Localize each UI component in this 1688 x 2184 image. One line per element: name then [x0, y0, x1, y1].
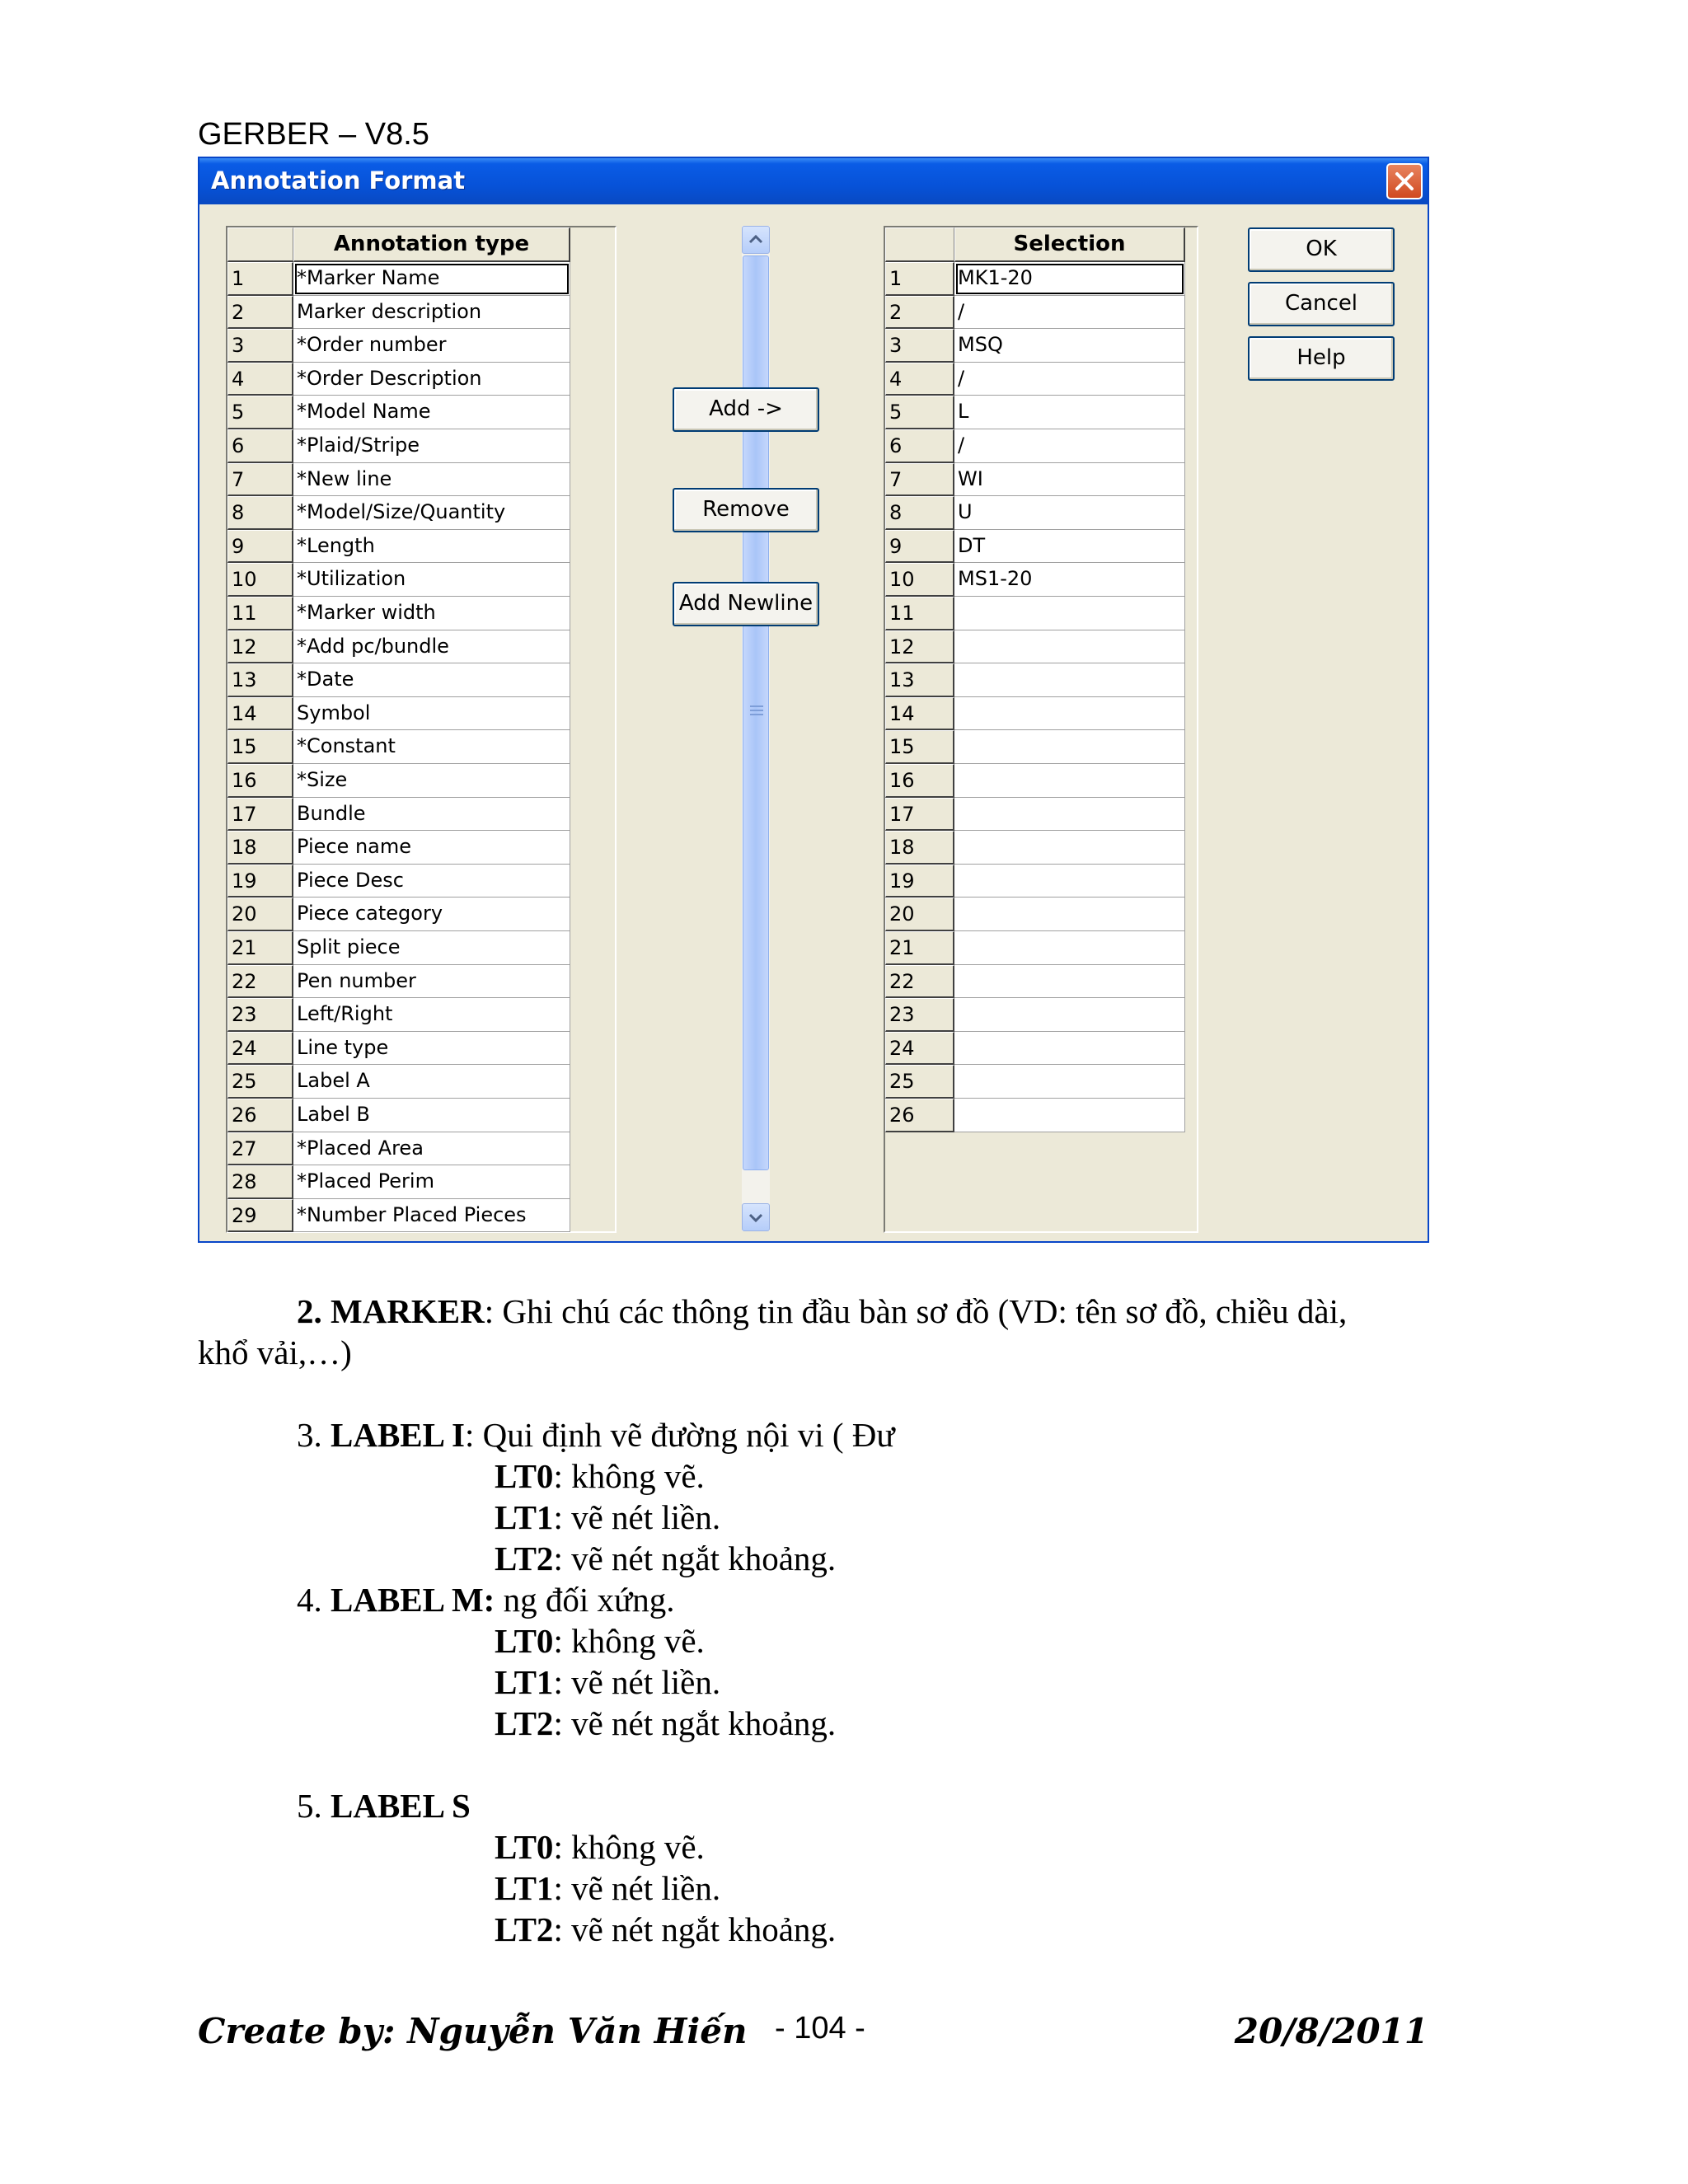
footer-author: Create by: Nguyễn Văn Hiến: [198, 2011, 748, 2051]
lt2-line: [495, 1703, 836, 1744]
selection-row-number[interactable]: 24: [885, 1032, 954, 1066]
annotation-type-cell[interactable]: Piece category: [293, 898, 570, 931]
add-newline-button[interactable]: Add Newline: [673, 582, 819, 626]
selection-row-number[interactable]: 6: [885, 429, 954, 463]
selection-row-number[interactable]: 8: [885, 496, 954, 530]
close-icon: [1395, 171, 1414, 191]
annotation-type-grid: [226, 226, 617, 1233]
selection-cell[interactable]: [954, 730, 1185, 764]
selection-row-number[interactable]: 13: [885, 663, 954, 697]
annotation-type-row-number[interactable]: 23: [227, 998, 293, 1032]
selection-row-number[interactable]: 19: [885, 865, 954, 898]
selection-row-number[interactable]: 12: [885, 630, 954, 664]
annotation-type-cell[interactable]: Label B: [293, 1099, 570, 1132]
selection-cell[interactable]: /: [954, 429, 1185, 463]
scroll-down-button[interactable]: [742, 1203, 770, 1231]
selection-row-number[interactable]: 11: [885, 597, 954, 630]
selection-cell[interactable]: [954, 1099, 1185, 1132]
annotation-type-row-number[interactable]: 24: [227, 1032, 293, 1066]
marker-paragraph-cont: khổ vải,…): [198, 1333, 352, 1371]
selection-cell[interactable]: [954, 931, 1185, 965]
lt0-text: : không vẽ.: [553, 1622, 705, 1660]
selection-cell[interactable]: [954, 697, 1185, 731]
annotation-type-scrollbar[interactable]: [742, 226, 770, 1231]
selection-cell[interactable]: [954, 1032, 1185, 1066]
lt1-line: [495, 1868, 720, 1909]
lt0-line: [495, 1826, 705, 1868]
selection-cell[interactable]: [954, 865, 1185, 898]
document-header: GERBER – V8.5: [198, 117, 429, 152]
selection-cell[interactable]: [954, 998, 1185, 1032]
label-m-line: [297, 1579, 674, 1620]
selection-row-number[interactable]: 4: [885, 363, 954, 396]
annotation-type-cell[interactable]: Left/Right: [293, 998, 570, 1032]
selection-cell[interactable]: /: [954, 296, 1185, 330]
annotation-type-cell[interactable]: *Number Placed Pieces: [293, 1199, 570, 1233]
annotation-type-cell[interactable]: *Order number: [293, 329, 570, 363]
annotation-type-cell[interactable]: *Placed Area: [293, 1132, 570, 1166]
selection-row-number[interactable]: 18: [885, 831, 954, 865]
annotation-type-cell[interactable]: *Plaid/Stripe: [293, 429, 570, 463]
annotation-type-row-number[interactable]: 22: [227, 965, 293, 999]
annotation-type-row-number[interactable]: 17: [227, 798, 293, 832]
lt2-term: LT2: [495, 1704, 554, 1742]
selection-cell[interactable]: MSQ: [954, 329, 1185, 363]
lt2-text: : vẽ nét ngắt khoảng.: [553, 1704, 837, 1742]
selection-row-number[interactable]: 14: [885, 697, 954, 731]
selection-row-number[interactable]: 5: [885, 396, 954, 429]
annotation-type-row-number[interactable]: 4: [227, 363, 293, 396]
annotation-type-cell[interactable]: Pen number: [293, 965, 570, 999]
annotation-type-row-number[interactable]: 1: [227, 262, 293, 296]
lt2-text: : vẽ nét ngắt khoảng.: [553, 1540, 837, 1577]
marker-number: 2.: [297, 1292, 331, 1330]
annotation-type-cell[interactable]: *Marker width: [293, 597, 570, 630]
marker-text: : Ghi chú các thông tin đầu bàn sơ đồ (VD: tên sơ đồ, chiều dài,: [484, 1292, 1348, 1330]
label-s-number: 5.: [297, 1787, 331, 1825]
lt2-term: LT2: [495, 1540, 554, 1577]
annotation-type-cell[interactable]: *Constant: [293, 730, 570, 764]
dialog-title: Annotation Format: [211, 166, 466, 194]
annotation-type-cell[interactable]: Piece Desc: [293, 865, 570, 898]
marker-paragraph: [297, 1291, 1347, 1332]
lt2-line: [495, 1909, 836, 1950]
selection-row-number[interactable]: 7: [885, 463, 954, 497]
lt1-text: : vẽ nét liền.: [553, 1869, 721, 1907]
lt2-line: [495, 1538, 836, 1579]
marker-term: MARKER: [331, 1292, 485, 1330]
annotation-type-cell[interactable]: Label A: [293, 1065, 570, 1099]
annotation-type-cell[interactable]: Piece name: [293, 831, 570, 865]
lt0-term: LT0: [495, 1457, 554, 1495]
annotation-type-cell[interactable]: Marker description: [293, 296, 570, 330]
close-button[interactable]: [1386, 163, 1423, 199]
annotation-type-cell[interactable]: *Add pc/bundle: [293, 630, 570, 664]
annotation-type-cell[interactable]: *Size: [293, 764, 570, 798]
annotation-type-column-header[interactable]: Annotation type: [293, 227, 570, 262]
selection-row-number[interactable]: 15: [885, 730, 954, 764]
annotation-type-cell[interactable]: *New line: [293, 463, 570, 497]
annotation-type-row-number[interactable]: 18: [227, 831, 293, 865]
selection-row-number[interactable]: 3: [885, 329, 954, 363]
annotation-type-cell[interactable]: Line type: [293, 1032, 570, 1066]
annotation-type-row-number[interactable]: 15: [227, 730, 293, 764]
selection-cell[interactable]: [954, 630, 1185, 664]
footer-page-number: - 104 -: [775, 2011, 865, 2046]
annotation-type-row-number[interactable]: 12: [227, 630, 293, 664]
annotation-type-row-number[interactable]: 19: [227, 865, 293, 898]
selection-grid: [884, 226, 1198, 1233]
grip-icon: [750, 705, 763, 717]
annotation-type-row-number[interactable]: 8: [227, 496, 293, 530]
ok-button[interactable]: OK: [1248, 227, 1395, 272]
selection-cell[interactable]: [954, 663, 1185, 697]
lt0-text: : không vẽ.: [553, 1828, 705, 1866]
selection-cell[interactable]: [954, 597, 1185, 630]
annotation-type-row-number[interactable]: 6: [227, 429, 293, 463]
lt0-line: [495, 1455, 705, 1497]
label-i-line: [297, 1414, 895, 1455]
selection-row-number[interactable]: 25: [885, 1065, 954, 1099]
selection-cell[interactable]: U: [954, 496, 1185, 530]
help-button[interactable]: Help: [1248, 336, 1395, 381]
annotation-type-cell[interactable]: *Marker Name: [293, 262, 570, 296]
lt1-term: LT1: [495, 1498, 554, 1536]
selection-row-number[interactable]: 10: [885, 563, 954, 597]
label-i-term: LABEL I: [331, 1416, 465, 1454]
selection-row-number[interactable]: 23: [885, 998, 954, 1032]
selection-row-number[interactable]: 26: [885, 1099, 954, 1132]
label-i-text: : Qui định vẽ đường nội vi ( Đư: [464, 1416, 895, 1454]
annotation-type-cell[interactable]: *Length: [293, 530, 570, 564]
selection-header-corner: [885, 227, 954, 262]
selection-cell[interactable]: [954, 764, 1185, 798]
annotation-type-row-number[interactable]: 7: [227, 463, 293, 497]
annotation-type-cell[interactable]: *Placed Perim: [293, 1165, 570, 1199]
selection-row-number[interactable]: 21: [885, 931, 954, 965]
label-m-term: LABEL M:: [331, 1581, 495, 1619]
selection-cell[interactable]: L: [954, 396, 1185, 429]
lt0-text: : không vẽ.: [553, 1457, 705, 1495]
annotation-type-row-number[interactable]: 5: [227, 396, 293, 429]
selection-row-number[interactable]: 16: [885, 764, 954, 798]
annotation-type-row-number[interactable]: 9: [227, 530, 293, 564]
annotation-type-row-number[interactable]: 20: [227, 898, 293, 931]
annotation-type-cell[interactable]: *Model/Size/Quantity: [293, 496, 570, 530]
annotation-type-row-number[interactable]: 13: [227, 663, 293, 697]
lt1-line: [495, 1661, 720, 1703]
chevron-down-icon: [748, 1209, 764, 1226]
annotation-type-cell[interactable]: *Utilization: [293, 563, 570, 597]
selection-cell[interactable]: [954, 898, 1185, 931]
annotation-format-dialog: [198, 157, 1429, 1243]
selection-cell[interactable]: WI: [954, 463, 1185, 497]
scroll-up-button[interactable]: [742, 226, 770, 254]
annotation-type-row-number[interactable]: 16: [227, 764, 293, 798]
lt1-text: : vẽ nét liền.: [553, 1663, 721, 1701]
selection-cell[interactable]: [954, 831, 1185, 865]
cancel-button[interactable]: Cancel: [1248, 282, 1395, 326]
selection-cell[interactable]: DT: [954, 530, 1185, 564]
lt1-term: LT1: [495, 1869, 554, 1907]
annotation-type-row-number[interactable]: 11: [227, 597, 293, 630]
label-s-line: [297, 1785, 471, 1826]
selection-row-number[interactable]: 20: [885, 898, 954, 931]
lt2-term: LT2: [495, 1910, 554, 1948]
annotation-type-cell[interactable]: *Order Description: [293, 363, 570, 396]
selection-row-number[interactable]: 2: [885, 296, 954, 330]
annotation-type-row-number[interactable]: 14: [227, 697, 293, 731]
selection-cell[interactable]: [954, 798, 1185, 832]
lt2-text: : vẽ nét ngắt khoảng.: [553, 1910, 837, 1948]
selection-row-number[interactable]: 17: [885, 798, 954, 832]
selection-cell[interactable]: [954, 965, 1185, 999]
annotation-type-cell[interactable]: Bundle: [293, 798, 570, 832]
label-s-term: LABEL S: [331, 1787, 471, 1825]
annotation-type-header-corner: [227, 227, 293, 262]
lt0-line: [495, 1620, 705, 1661]
selection-row-number[interactable]: 9: [885, 530, 954, 564]
annotation-type-row-number[interactable]: 27: [227, 1132, 293, 1166]
remove-button[interactable]: Remove: [673, 488, 819, 532]
annotation-type-cell[interactable]: Symbol: [293, 697, 570, 731]
annotation-type-row-number[interactable]: 3: [227, 329, 293, 363]
annotation-type-cell[interactable]: *Date: [293, 663, 570, 697]
annotation-type-cell[interactable]: Split piece: [293, 931, 570, 965]
label-m-text: ng đối xứng.: [495, 1581, 675, 1619]
lt1-term: LT1: [495, 1663, 554, 1701]
footer-date: 20/8/2011: [1234, 2011, 1428, 2051]
lt0-term: LT0: [495, 1622, 554, 1660]
annotation-type-cell[interactable]: *Model Name: [293, 396, 570, 429]
annotation-type-row-number[interactable]: 29: [227, 1199, 293, 1233]
selection-column-header[interactable]: Selection: [954, 227, 1185, 262]
lt0-term: LT0: [495, 1828, 554, 1866]
label-i-number: 3.: [297, 1416, 331, 1454]
annotation-type-row-number[interactable]: 21: [227, 931, 293, 965]
lt1-text: : vẽ nét liền.: [553, 1498, 721, 1536]
lt1-line: [495, 1497, 720, 1538]
selection-cell[interactable]: [954, 1065, 1185, 1099]
chevron-up-icon: [748, 232, 764, 248]
annotation-type-row-number[interactable]: 2: [227, 296, 293, 330]
selection-row-number[interactable]: 22: [885, 965, 954, 999]
selection-cell[interactable]: MK1-20: [954, 262, 1185, 296]
add-button[interactable]: Add ->: [673, 387, 819, 432]
selection-cell[interactable]: MS1-20: [954, 563, 1185, 597]
label-m-number: 4.: [297, 1581, 331, 1619]
selection-row-number[interactable]: 1: [885, 262, 954, 296]
annotation-type-row-number[interactable]: 26: [227, 1099, 293, 1132]
annotation-type-row-number[interactable]: 25: [227, 1065, 293, 1099]
annotation-type-row-number[interactable]: 28: [227, 1165, 293, 1199]
selection-cell[interactable]: /: [954, 363, 1185, 396]
annotation-type-row-number[interactable]: 10: [227, 563, 293, 597]
dialog-titlebar[interactable]: [199, 158, 1428, 204]
